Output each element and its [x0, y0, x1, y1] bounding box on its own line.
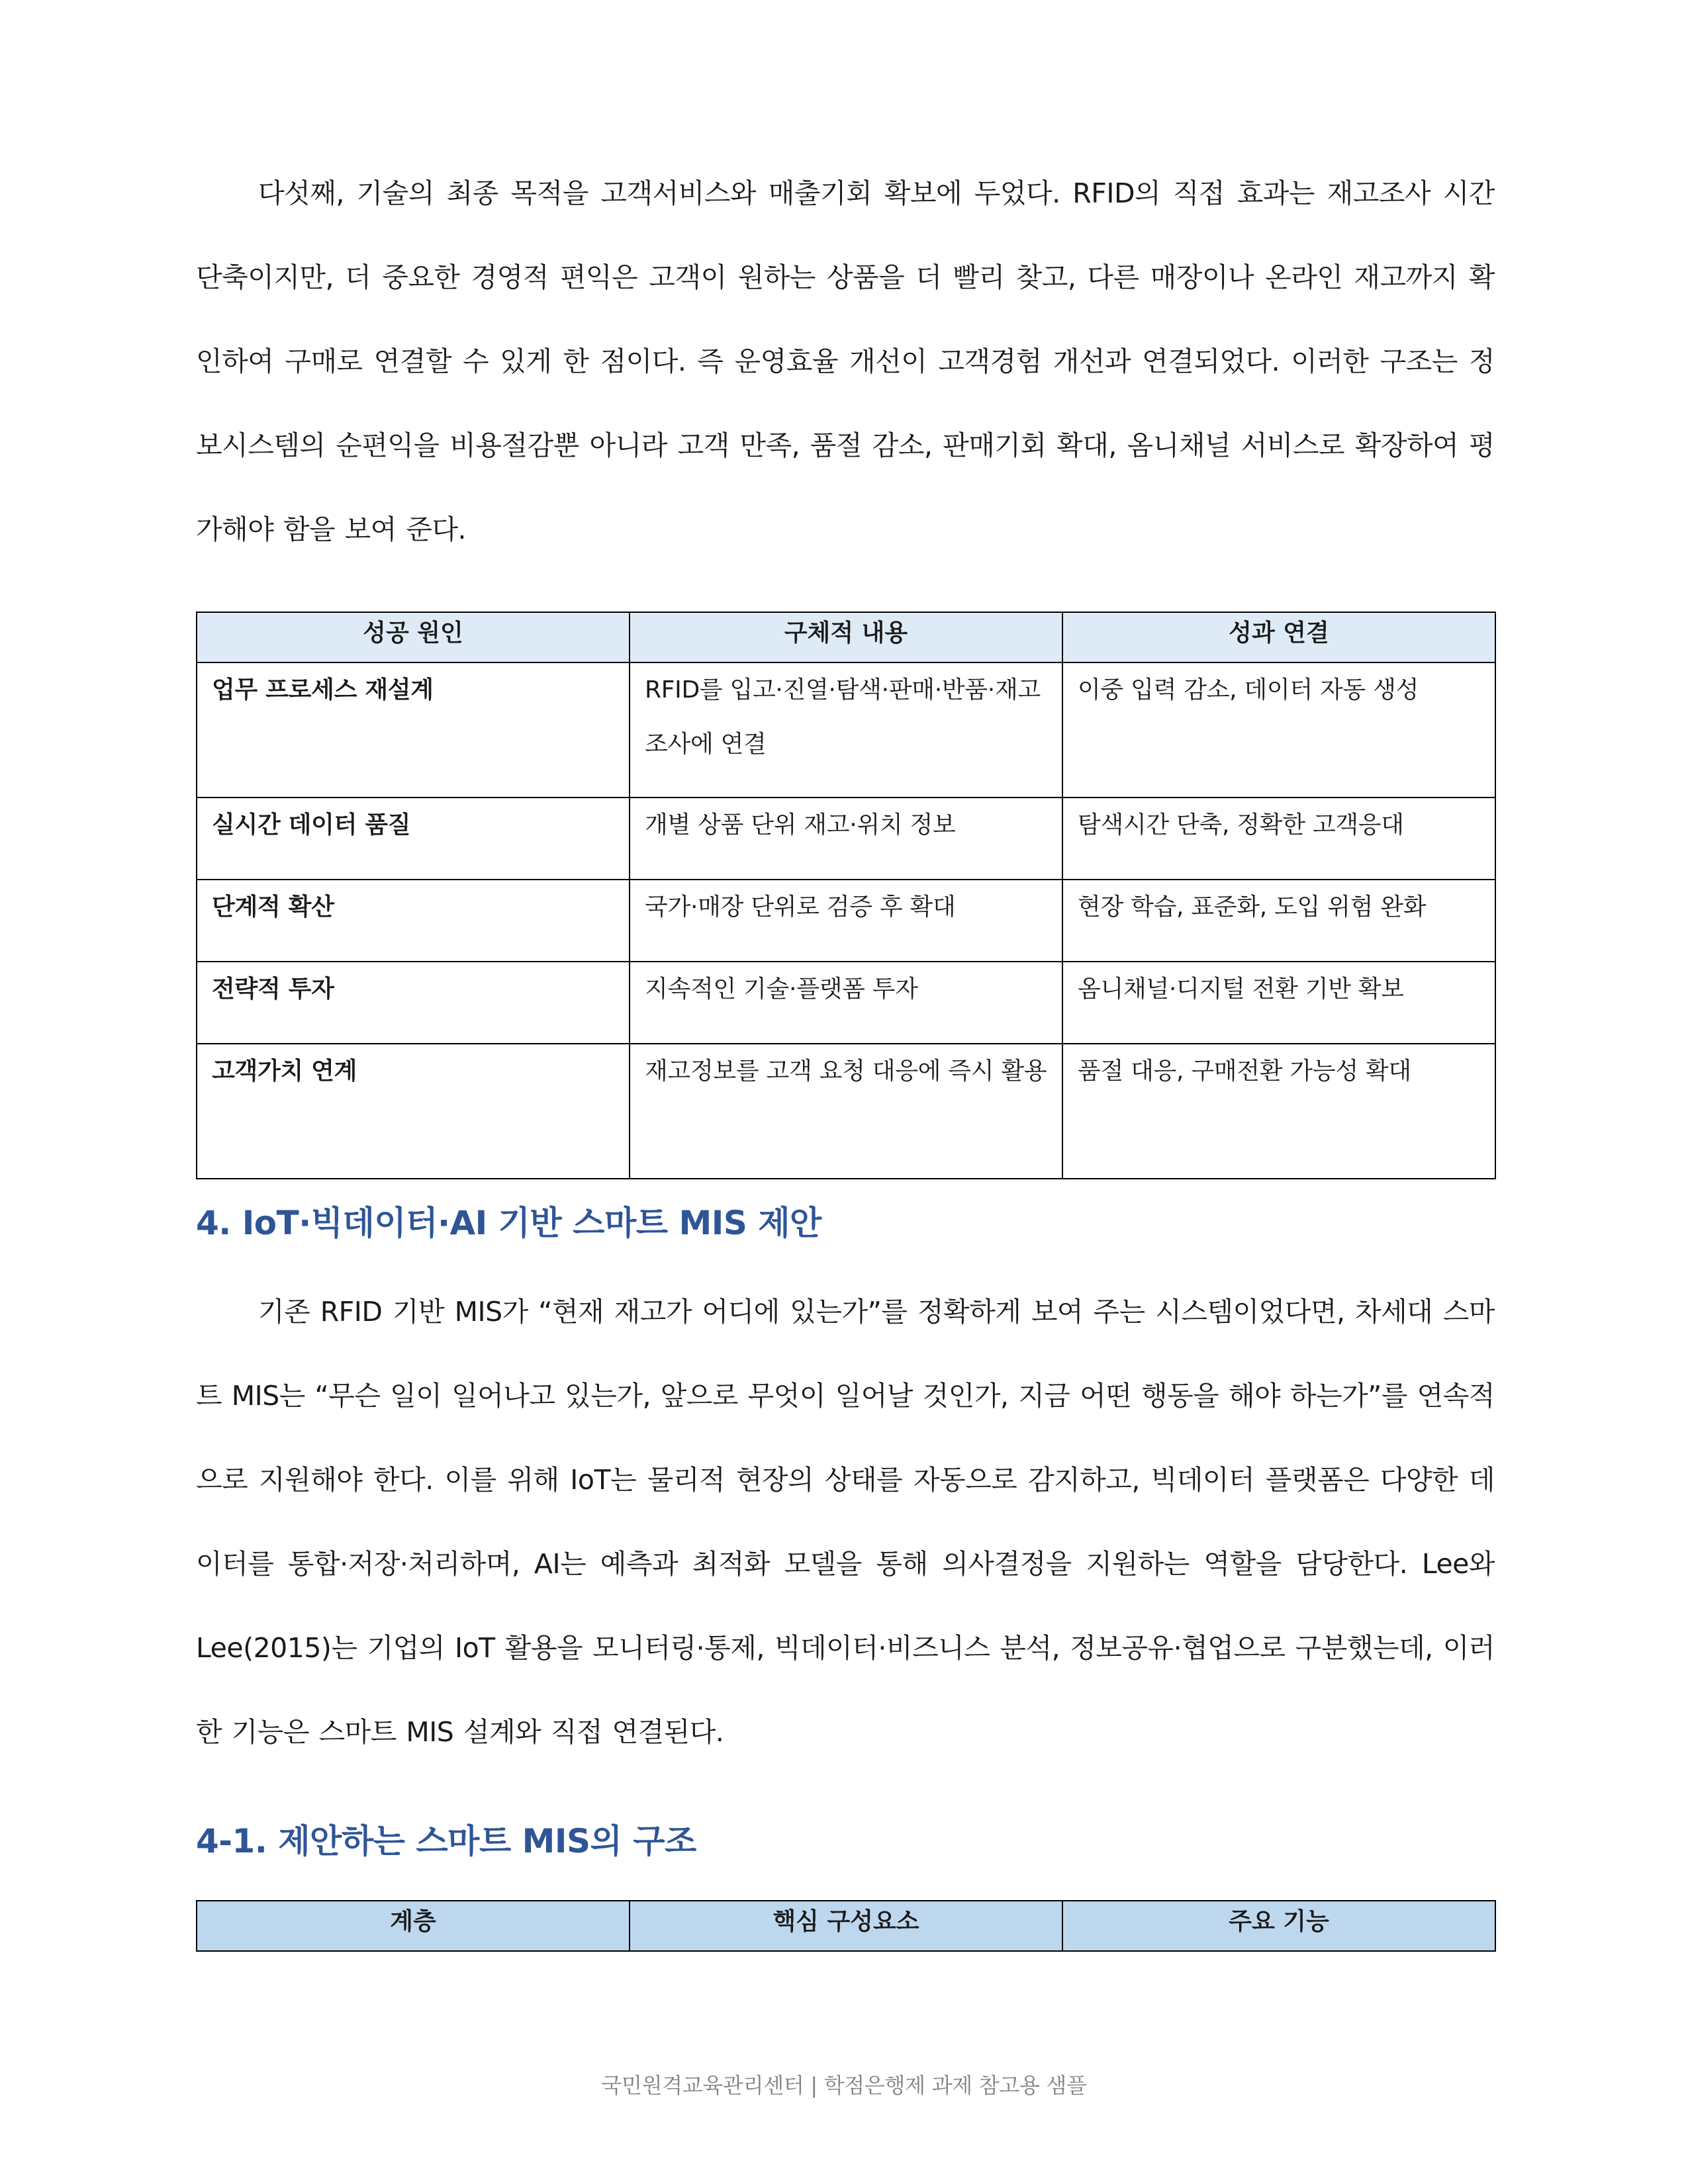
table-cell: 국가·매장 단위로 검증 후 확대	[630, 880, 1062, 962]
table-row	[197, 962, 1495, 1044]
table-cell: 실시간 데이터 품질	[197, 797, 630, 880]
table-header-cell: 핵심 구성요소	[630, 1901, 1062, 1951]
table-header-cell: 성공 원인	[197, 612, 630, 662]
table-row	[197, 1044, 1495, 1179]
table-cell: 단계적 확산	[197, 880, 630, 962]
table-cell: 업무 프로세스 재설계	[197, 662, 630, 797]
success-factors-table	[196, 612, 1496, 1179]
table-cell: 탐색시간 단축, 정확한 고객응대	[1062, 797, 1495, 880]
body-paragraph: 다섯째, 기술의 최종 목적을 고객서비스와 매출기회 확보에 두었다. RFID의 직접 효과는 재고조사 시간 단축이지만, 더 중요한 경영적 편익은 고객이 원하는 상품을 더 빨리 찾고, 다른 매장이나 온라인 재고까지 확인하여 구매로 연결할 수 있게 한 점이다. 즉 운영효율 개선이 고객경험 개선과 연결되었다. 이러한 구조는 정보시스템의 순편익을 비용절감뿐 아니라 고객 만족, 품절 감소, 판매기회 확대, 옴니채널 서비스로 확장하여 평가해야 함을 보여 준다.	[196, 177, 1495, 545]
table-cell: 재고정보를 고객 요청 대응에 즉시 활용	[630, 1044, 1062, 1179]
section-heading: 4. IoT·빅데이터·AI 기반 스마트 MIS 제안	[196, 1204, 821, 1242]
table-row	[197, 880, 1495, 962]
table-cell: 전략적 투자	[197, 962, 630, 1044]
table-header-row	[197, 612, 1495, 662]
table-row	[197, 797, 1495, 880]
table-cell: RFID를 입고·진열·탐색·판매·반품·재고조사에 연결	[630, 662, 1062, 797]
table-header-cell: 주요 기능	[1062, 1901, 1495, 1951]
table-header-cell: 계층	[197, 1901, 630, 1951]
table-cell: 품절 대응, 구매전환 가능성 확대	[1062, 1044, 1495, 1179]
table-header-cell: 성과 연결	[1062, 612, 1495, 662]
table-cell: 고객가치 연계	[197, 1044, 630, 1179]
page-footer: 국민원격교육관리센터 | 학점은행제 과제 참고용 샘플	[601, 2073, 1087, 2098]
smart-mis-structure-table	[196, 1900, 1496, 1952]
subsection-heading: 4-1. 제안하는 스마트 MIS의 구조	[196, 1822, 696, 1860]
body-paragraph: 기존 RFID 기반 MIS가 “현재 재고가 어디에 있는가”를 정확하게 보여 주는 시스템이었다면, 차세대 스마트 MIS는 “무슨 일이 일어나고 있는가, 앞으로 무엇이 일어날 것인가, 지금 어떤 행동을 해야 하는가”를 연속적으로 지원해야 한다. 이를 위해 IoT는 물리적 현장의 상태를 자동으로 감지하고, 빅데이터 플랫폼은 다양한 데이터를 통합·저장·처리하며, AI는 예측과 최적화 모델을 통해 의사결정을 지원하는 역할을 담당한다. Lee와 Lee(2015)는 기업의 IoT 활용을 모니터링·통제, 빅데이터·비즈니스 분석, 정보공유·협업으로 구분했는데, 이러한 기능은 스마트 MIS 설계와 직접 연결된다.	[196, 1296, 1495, 1748]
table-cell: 현장 학습, 표준화, 도입 위험 완화	[1062, 880, 1495, 962]
table-row	[197, 662, 1495, 797]
table-header-cell: 구체적 내용	[630, 612, 1062, 662]
table-cell: 지속적인 기술·플랫폼 투자	[630, 962, 1062, 1044]
table-cell: 이중 입력 감소, 데이터 자동 생성	[1062, 662, 1495, 797]
table-header-row	[197, 1901, 1495, 1951]
table-cell: 옴니채널·디지털 전환 기반 확보	[1062, 962, 1495, 1044]
table-cell: 개별 상품 단위 재고·위치 정보	[630, 797, 1062, 880]
